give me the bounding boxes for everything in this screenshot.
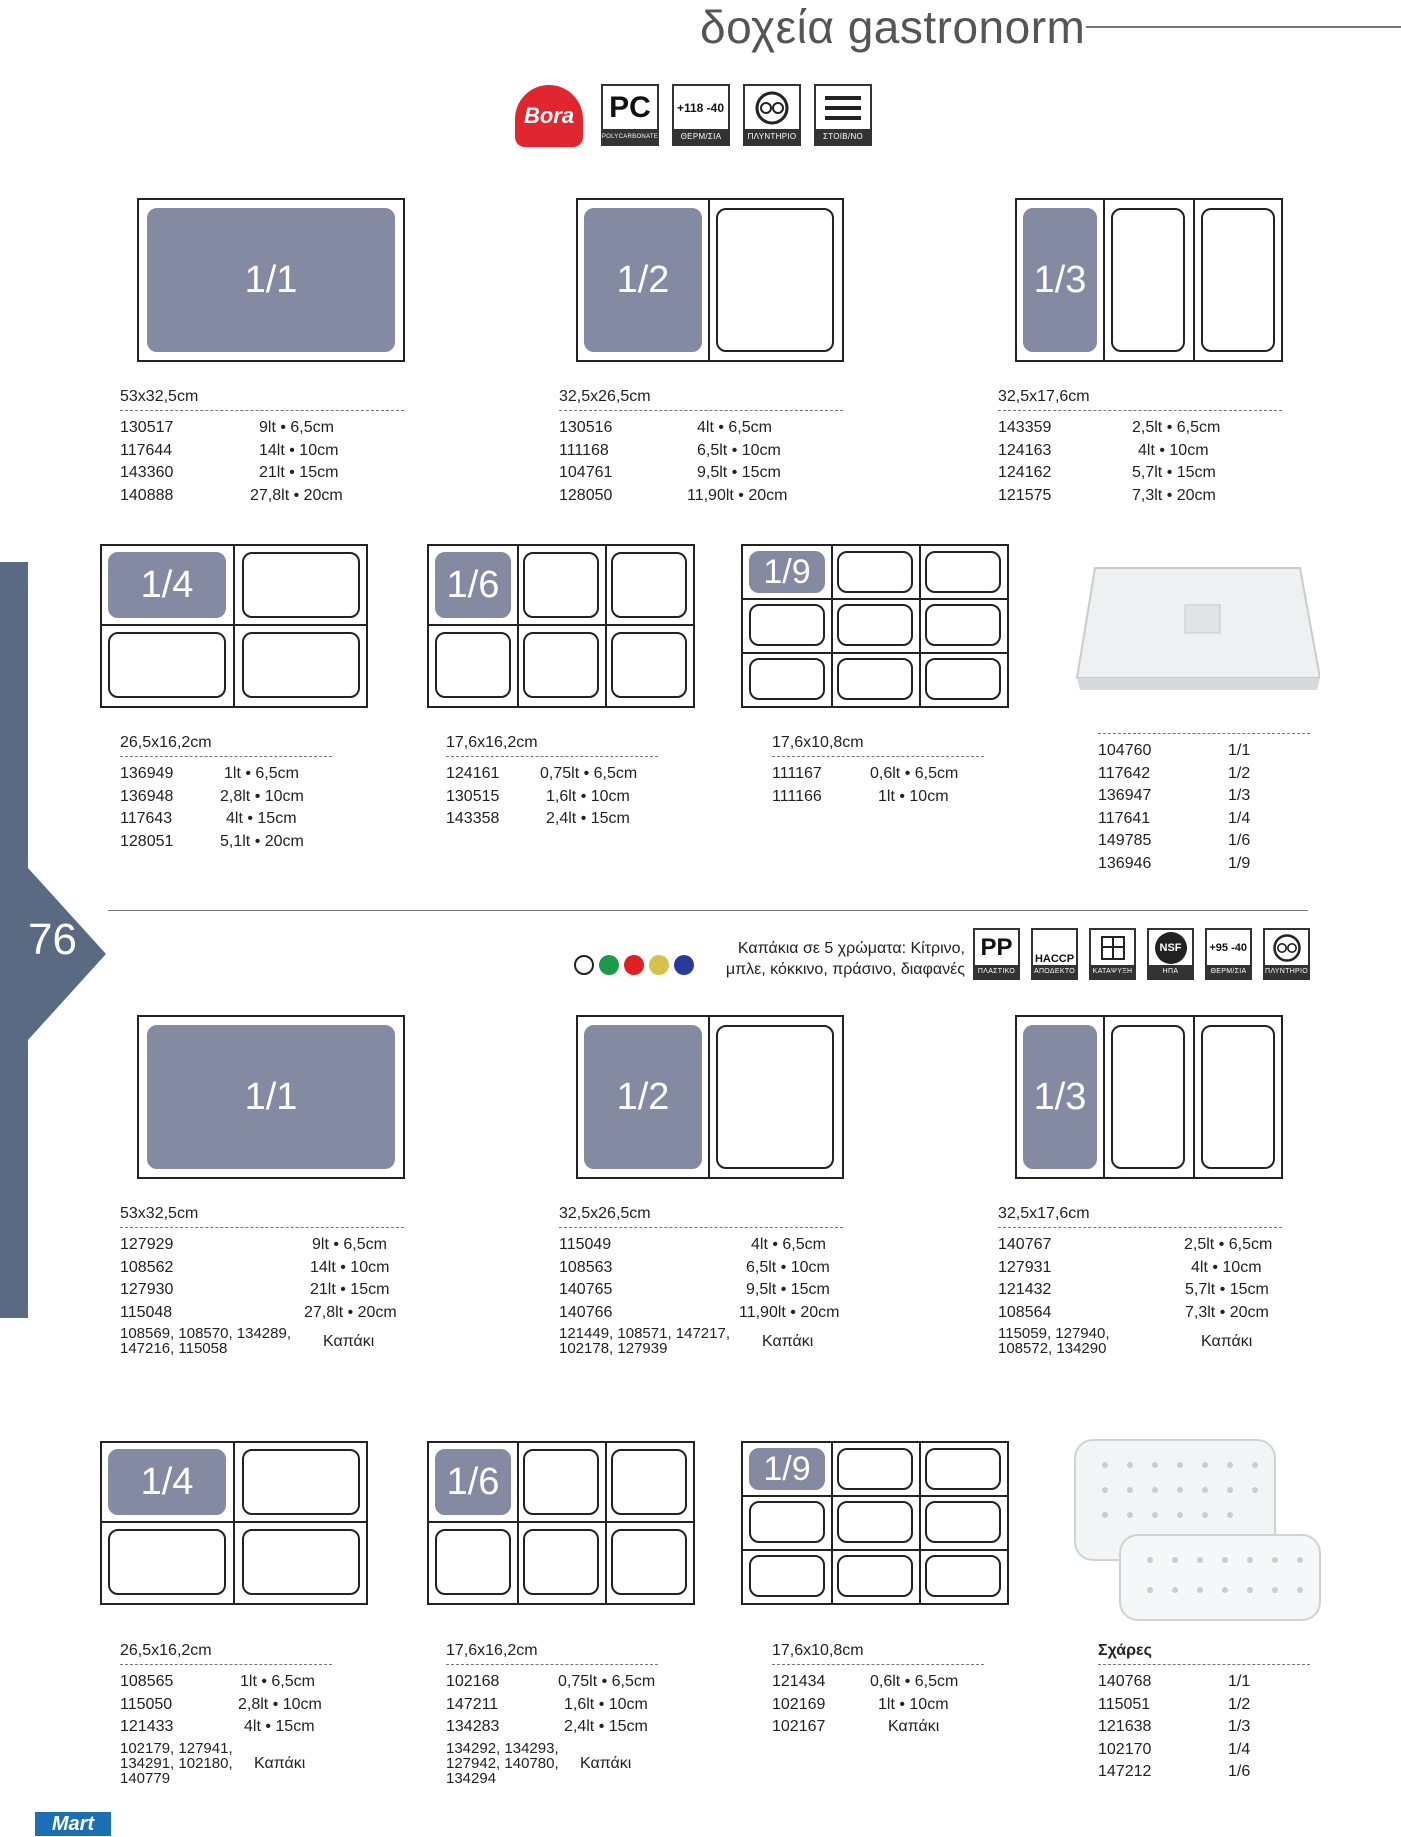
lid-codes-table: 104760 1/1 117642 1/2 136947 1/3 117641 1/4 149785 1/6 136946 1/9 xyxy=(1098,733,1310,875)
spec-table-1-4: 26,5x16,2cm 136949 1lt • 6,5cm 136948 2,8lt • 10cm 117643 4lt • 15cm 128051 5,1lt • 20cm xyxy=(120,734,332,853)
label-1-3: 1/3 xyxy=(1023,208,1097,352)
nsf-icon: NSF ΗΠΑ xyxy=(1147,928,1194,980)
spec-table-pp-1-4: 26,5x16,2cm 108565 1lt • 6,5cm 115050 2,8lt • 10cm 121433 4lt • 15cm 102179, 127941, 134291, 102180, 140779 Καπάκι xyxy=(120,1642,332,1786)
spec-table-pp-1-2: 32,5x26,5cm 115049 4lt • 6,5cm 108563 6,5lt • 10cm 140765 9,5lt • 15cm 140766 11,90lt • 20cm 121449, 108571, 147217, 102178, 127939 Καπάκι xyxy=(559,1205,843,1356)
spec-table-1-9: 17,6x10,8cm 111167 0,6lt • 6,5cm 111166 1lt • 10cm xyxy=(772,734,984,808)
gastronorm-pp-1-2-diagram xyxy=(576,1015,844,1179)
color-swatches xyxy=(574,955,694,975)
label-1-4: 1/4 xyxy=(108,552,226,618)
haccp-icon: HACCP ΑΠΟΔΕΚΤΟ xyxy=(1031,928,1078,980)
gastronorm-1-9-diagram xyxy=(741,544,1009,708)
dishwasher-icon: ΠΛΥΝΤΗΡΙΟ xyxy=(743,84,801,146)
label-pp-1-1: 1/1 xyxy=(147,1025,395,1169)
page-number: 76 xyxy=(28,915,77,964)
bora-logo: Bora xyxy=(515,85,583,147)
color-dot-red xyxy=(624,955,644,975)
label-pp-1-9: 1/9 xyxy=(749,1448,825,1490)
label-1-2: 1/2 xyxy=(584,208,702,352)
grates-table: Σχάρες 140768 1/1 115051 1/2 121638 1/3 102170 1/4 147212 1/6 xyxy=(1098,1642,1310,1784)
label-pp-1-3: 1/3 xyxy=(1023,1025,1097,1169)
gastronorm-pp-1-3-diagram xyxy=(1015,1015,1283,1179)
label-pp-1-6: 1/6 xyxy=(435,1449,511,1515)
spec-table-pp-1-9: 17,6x10,8cm 121434 0,6lt • 6,5cm 102169 1lt • 10cm 102167 Καπάκι xyxy=(772,1642,984,1739)
spec-table-pp-1-1: 53x32,5cm 127929 9lt • 6,5cm 108562 14lt • 10cm 127930 21lt • 15cm 115048 27,8lt • 20cm 108569, 108570, 134289, 147216, 115058 Καπάκι xyxy=(120,1205,404,1356)
gastronorm-1-1-diagram xyxy=(137,198,405,362)
gastronorm-1-3-diagram xyxy=(1015,198,1283,362)
gastronorm-pp-1-4-diagram xyxy=(100,1441,368,1605)
section-divider xyxy=(108,910,1308,911)
mart-logo: Mart xyxy=(35,1812,111,1836)
gastronorm-pp-1-9-diagram xyxy=(741,1441,1009,1605)
gastronorm-1-2-diagram xyxy=(576,198,844,362)
color-dot-green xyxy=(599,955,619,975)
dishwasher-icon: ΠΛΥΝΤΗΡΙΟ xyxy=(1263,928,1310,980)
label-1-1: 1/1 xyxy=(147,208,395,352)
label-pp-1-2: 1/2 xyxy=(584,1025,702,1169)
sidebar-bar xyxy=(0,562,28,1318)
grates-photo xyxy=(1060,1430,1330,1630)
gastronorm-pp-1-1-diagram xyxy=(137,1015,405,1179)
temperature-icon: +95 -40 ΘΕΡΜ/ΣΙΑ xyxy=(1205,928,1252,980)
gastronorm-1-4-diagram xyxy=(100,544,368,708)
title-rule xyxy=(1086,26,1401,28)
color-dot-blue xyxy=(674,955,694,975)
temperature-icon: +118 -40 ΘΕΡΜ/ΣΙΑ xyxy=(672,84,730,146)
spec-table-1-2: 32,5x26,5cm 130516 4lt • 6,5cm 111168 6,5lt • 10cm 104761 9,5lt • 15cm 128050 11,90lt • 20cm xyxy=(559,388,843,507)
pp-icon: PP ΠΛΑΣΤΙΚΟ xyxy=(973,928,1020,980)
spec-table-pp-1-3: 32,5x17,6cm 140767 2,5lt • 6,5cm 127931 4lt • 10cm 121432 5,7lt • 15cm 108564 7,3lt • 20cm 115059, 127940, 108572, 134290 Καπάκι xyxy=(998,1205,1282,1356)
lid-colors-note: Καπάκια σε 5 χρώματα: Κίτρινο, μπλε, κόκκινο, πράσινο, διαφανές xyxy=(725,940,965,978)
spec-table-pp-1-6: 17,6x16,2cm 102168 0,75lt • 6,5cm 147211 1,6lt • 10cm 134283 2,4lt • 15cm 134292, 134293, 127942, 140780, 134294 Καπάκι xyxy=(446,1642,658,1786)
page-title: δοχεία gastronorm xyxy=(700,1,1086,53)
label-1-6: 1/6 xyxy=(435,552,511,618)
spec-table-1-6: 17,6x16,2cm 124161 0,75lt • 6,5cm 130515 1,6lt • 10cm 143358 2,4lt • 15cm xyxy=(446,734,658,831)
gastronorm-pp-1-6-diagram xyxy=(427,1441,695,1605)
label-pp-1-4: 1/4 xyxy=(108,1449,226,1515)
pc-lid-photo xyxy=(1075,560,1320,695)
gastronorm-1-6-diagram xyxy=(427,544,695,708)
stackable-icon: ΣΤΟΙΒ/ΝΟ xyxy=(814,84,872,146)
spec-table-1-3: 32,5x17,6cm 143359 2,5lt • 6,5cm 124163 4lt • 10cm 124162 5,7lt • 15cm 121575 7,3lt • 20cm xyxy=(998,388,1282,507)
label-1-9: 1/9 xyxy=(749,551,825,593)
color-dot-yellow xyxy=(649,955,669,975)
spec-table-1-1: 53x32,5cm 130517 9lt • 6,5cm 117644 14lt • 10cm 143360 21lt • 15cm 140888 27,8lt • 20cm xyxy=(120,388,404,507)
freezer-icon: ΚΑΤΑΨΥΞΗ xyxy=(1089,928,1136,980)
color-dot-clear xyxy=(574,955,594,975)
pc-icon: PC POLYCARBONATE xyxy=(601,84,659,146)
